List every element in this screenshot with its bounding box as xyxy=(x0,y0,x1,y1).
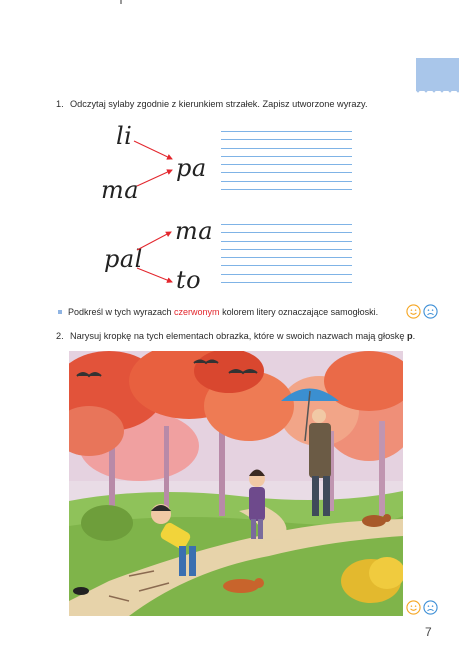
sad-face-icon[interactable] xyxy=(423,304,438,319)
syllable-li: li xyxy=(116,122,133,150)
task-2-end: . xyxy=(412,331,416,341)
syllable-pal: pal xyxy=(104,245,143,273)
task-2-number: 2. xyxy=(56,331,64,341)
syllable-ma-right: ma xyxy=(175,217,214,245)
task-2-letter: p xyxy=(407,331,413,341)
hint-underline-vowels xyxy=(58,307,378,317)
syllable-ma-left: ma xyxy=(101,176,140,204)
happy-face-icon[interactable] xyxy=(406,304,421,319)
hint-text-before: Podkreśl w tych wyrazach xyxy=(68,307,175,317)
bullet-square xyxy=(58,310,62,314)
arrow-pal-to xyxy=(137,268,172,282)
task-1-text: Odczytaj sylaby zgodnie z kierunkiem strzałek. Zapisz utworzone wyrazy. xyxy=(70,99,368,109)
hint-text-after: kolorem litery oznaczające samogłoski. xyxy=(219,307,379,317)
autumn-park-scene xyxy=(69,351,403,616)
task-2-text: Narysuj kropkę na tych elementach obrazka, które w swoich nazwach mają głoskę xyxy=(70,331,408,341)
hint-highlight: czerwonym xyxy=(174,307,220,317)
arrow-li-pa xyxy=(134,141,172,159)
park-illustration xyxy=(69,351,403,616)
arrow-ma-pa xyxy=(137,170,172,186)
writing-lines-2 xyxy=(221,224,352,290)
happy-face-icon[interactable] xyxy=(406,600,421,615)
task-2 xyxy=(56,330,415,342)
writing-lines-1 xyxy=(221,131,352,197)
arrow-pal-ma xyxy=(137,232,171,250)
sad-face-icon[interactable] xyxy=(423,600,438,615)
page-number: 7 xyxy=(425,625,432,639)
self-assessment-2 xyxy=(406,600,438,615)
task-1-number: 1. xyxy=(56,99,64,109)
self-assessment-1 xyxy=(406,304,438,319)
syllable-to: to xyxy=(176,266,202,294)
syllable-pa: pa xyxy=(176,154,207,182)
